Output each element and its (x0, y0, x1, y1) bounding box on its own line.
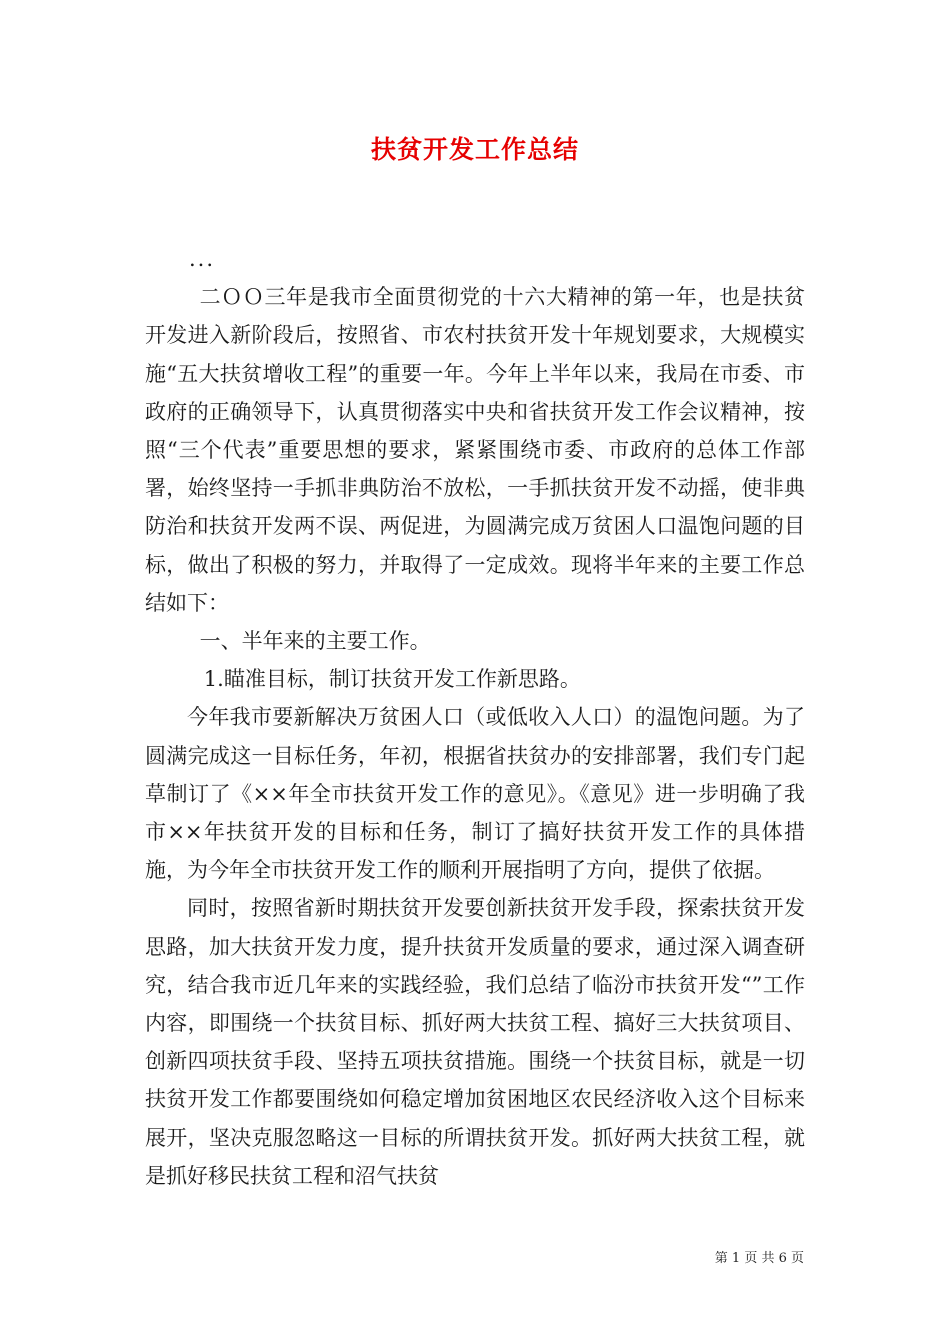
paragraph-intro: 二ＯＯ三年是我市全面贯彻党的十六大精神的第一年，也是扶贫开发进入新阶段后，按照省、市农村扶贫开发十年规划要求，大规模实施“五大扶贫增收工程”的重要一年。今年上半年以来，我局在市委、市政府的正确领导下，认真贯彻落实中央和省扶贫开发工作会议精神，按照“三个代表”重要思想的要求，紧紧围绕市委、市政府的总体工作部署，始终坚持一手抓非典防治不放松，一手抓扶贫开发不动摇，使非典防治和扶贫开发两不误、两促进，为圆满完成万贫困人口温饱问题的目标，做出了积极的努力，并取得了一定成效。现将半年来的主要工作总结如下： (145, 285, 805, 615)
section-heading: 一、半年来的主要工作。 (199, 629, 431, 654)
subsection-heading: 1.瞄准目标，制订扶贫开发工作新思路。 (203, 667, 581, 692)
paragraph-goal: 今年我市要新解决万贫困人口（或低收入人口）的温饱问题。为了圆满完成这一目标任务，年初，根据省扶贫办的安排部署，我们专门起草制订了《××年全市扶贫开发工作的意见》。《意见》进一步明确了我市××年扶贫开发的目标和任务，制订了搞好扶贫开发工作的具体措施，为今年全市扶贫开发工作的顺利开展指明了方向，提供了依据。 (145, 705, 805, 883)
paragraph-approach: 同时，按照省新时期扶贫开发要创新扶贫开发手段，探索扶贫开发思路，加大扶贫开发力度，提升扶贫开发质量的要求，通过深入调查研究，结合我市近几年来的实践经验，我们总结了临汾市扶贫开发“”工作内容，即围绕一个扶贫目标、抓好两大扶贫工程、搞好三大扶贫项目、创新四项扶贫手段、坚持五项扶贫措施。围绕一个扶贫目标，就是一切扶贫开发工作都要围绕如何稳定增加贫困地区农民经济收入这个目标来展开，坚决克服忽略这一目标的所谓扶贫开发。抓好两大扶贫工程，就是抓好移民扶贫工程和沼气扶贫 (145, 896, 805, 1188)
document-body (145, 240, 805, 1195)
ellipsis-marker: ... (189, 247, 216, 271)
page-number: 第 1 页 共 6 页 (714, 1251, 804, 1266)
document-title: 扶贫开发工作总结 (370, 135, 579, 164)
